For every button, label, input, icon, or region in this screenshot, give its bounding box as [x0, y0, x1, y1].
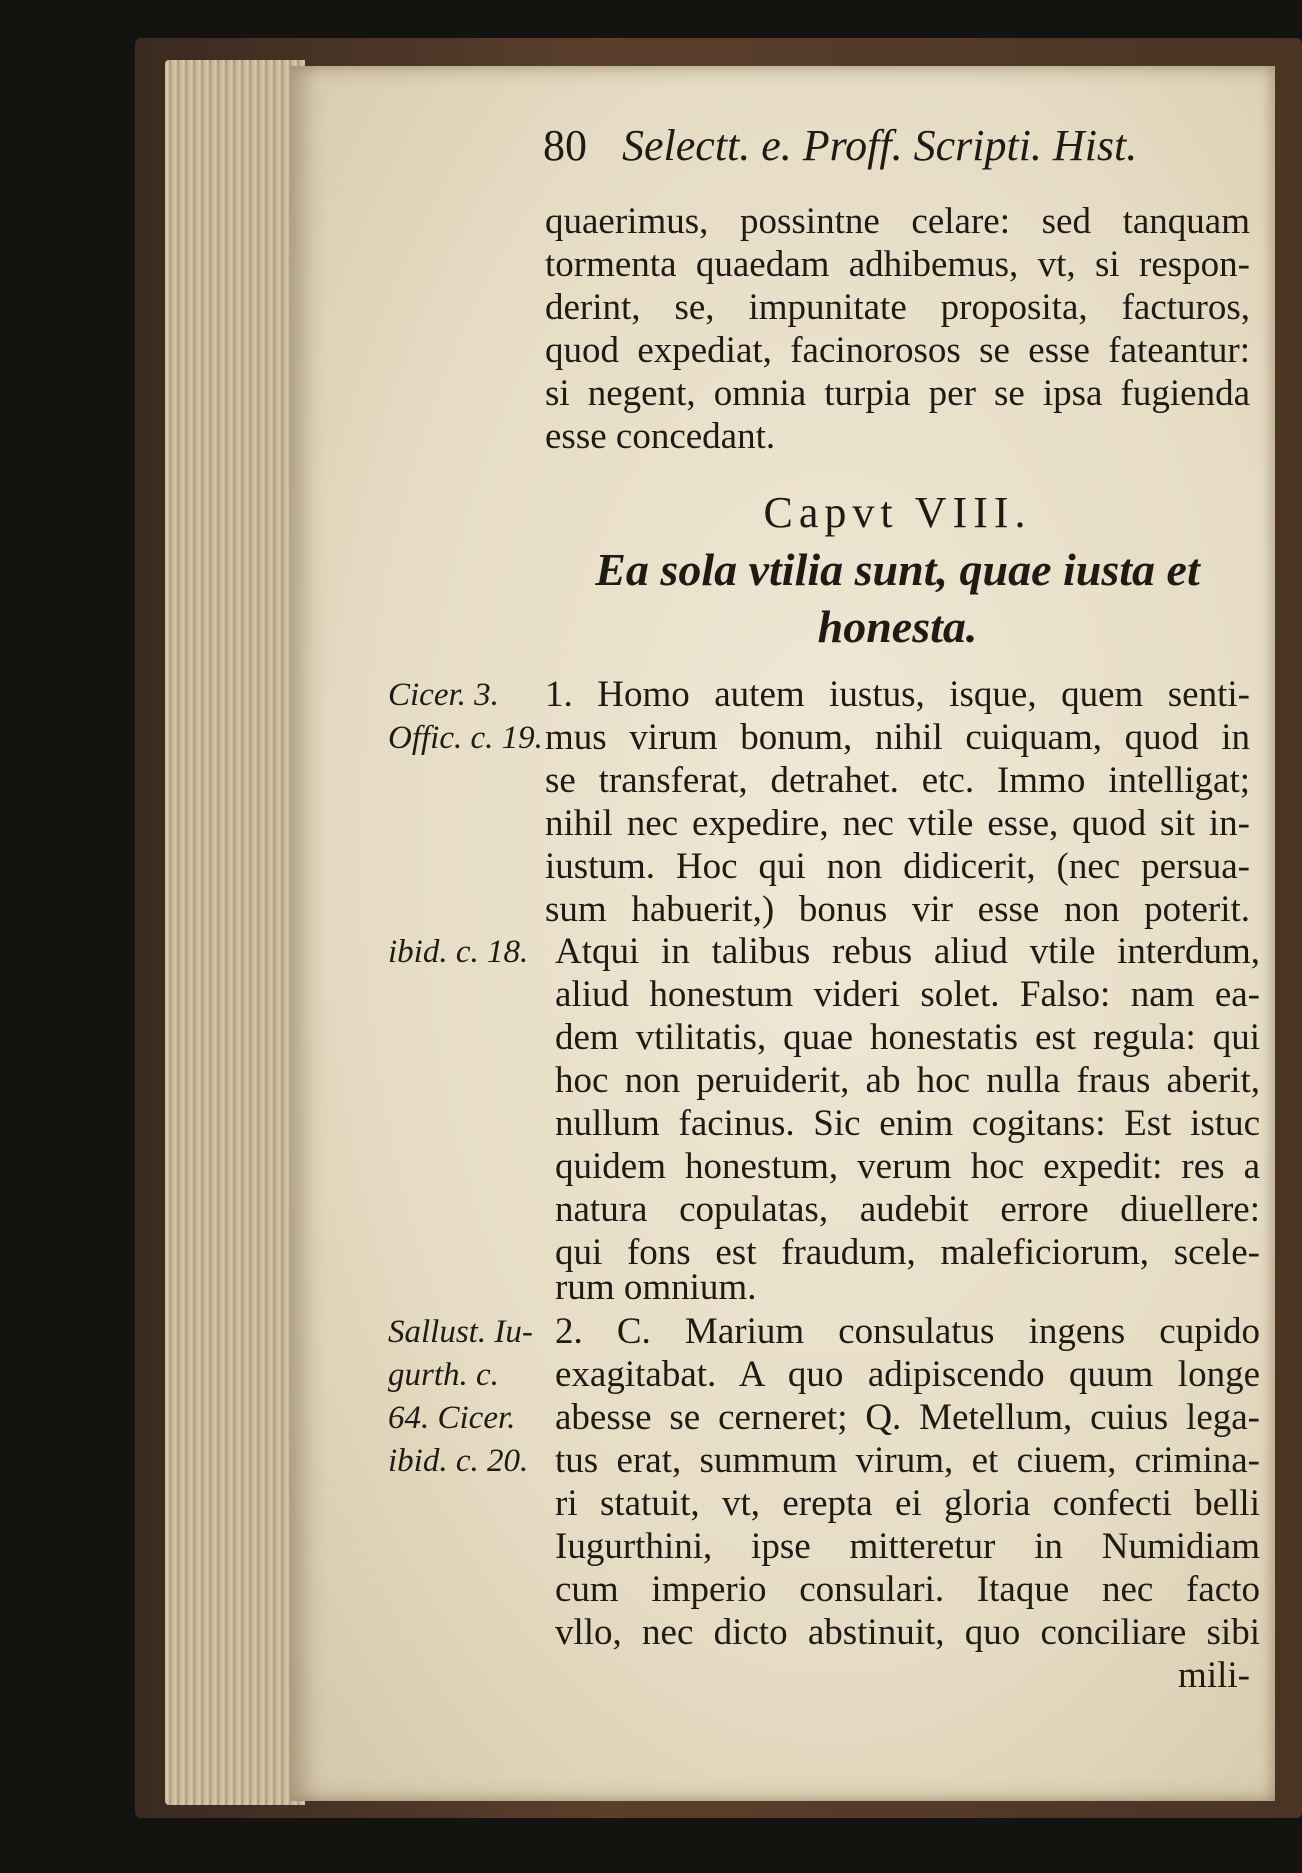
text-line: sum habuerit,) bonus vir esse non poterit.: [545, 889, 1250, 930]
text-line: abesse se cerneret; Q. Metellum, cuius lega-: [555, 1397, 1260, 1438]
text-line: nihil nec expedire, nec vtile esse, quod sit in-: [545, 803, 1250, 844]
margin-note: 64. Cicer.: [388, 1400, 516, 1436]
text-line: ri statuit, vt, erepta ei gloria confecti belli: [555, 1483, 1260, 1524]
text-line: aliud honestum videri solet. Falso: nam ea-: [555, 974, 1260, 1015]
text-line: dem vtilitatis, quae honestatis est regula: qui: [555, 1017, 1260, 1058]
running-title: Selectt. e. Proff. Scripti. Hist.: [622, 121, 1138, 170]
text-line: qui fons est fraudum, maleficiorum, scele-: [555, 1232, 1260, 1273]
text-line: exagitabat. A quo adipiscendo quum longe: [555, 1354, 1260, 1395]
text-line: Iugurthini, ipse mitteretur in Numidiam: [555, 1526, 1260, 1567]
text-line: iustum. Hoc qui non didicerit, (nec persua-: [545, 846, 1250, 887]
text-line: vllo, nec dicto abstinuit, quo conciliare sibi: [555, 1612, 1260, 1653]
page-edges: [165, 60, 305, 1805]
text-line: tus erat, summum virum, et ciuem, crimina-: [555, 1440, 1260, 1481]
text-line: hoc non peruiderit, ab hoc nulla fraus aberit,: [555, 1060, 1260, 1101]
margin-note: ibid. c. 20.: [388, 1443, 529, 1479]
text-line: 2. C. Marium consulatus ingens cupido: [555, 1311, 1260, 1352]
text-line: Atqui in talibus rebus aliud vtile interdum,: [555, 931, 1260, 972]
chapter-title-line-1: Ea sola vtilia sunt, quae iusta et: [595, 544, 1200, 595]
margin-note: ibid. c. 18.: [388, 934, 529, 970]
margin-note: gurth. c.: [388, 1357, 499, 1393]
running-header: [543, 120, 1203, 180]
margin-note: Cicer. 3.: [388, 677, 499, 713]
text-line: natura copulatas, audebit errore diuellere:: [555, 1189, 1260, 1230]
text-line: quaerimus, possintne celare: sed tanquam: [545, 201, 1250, 242]
text-line: cum imperio consulari. Itaque nec facto: [555, 1569, 1260, 1610]
chapter-title-line-2: honesta.: [817, 601, 978, 652]
text-line: nullum facinus. Sic enim cogitans: Est istuc: [555, 1103, 1260, 1144]
text-line: esse concedant.: [545, 416, 776, 457]
page-number: 80: [543, 121, 587, 170]
text-line: rum omnium.: [555, 1267, 757, 1308]
margin-note: Sallust. Iu-: [388, 1314, 533, 1350]
catchword: mili-: [1178, 1655, 1250, 1696]
text-line: se transferat, detrahet. etc. Immo intelligat;: [545, 760, 1250, 801]
text-line: mus virum bonum, nihil cuiquam, quod in: [545, 717, 1250, 758]
text-line: tormenta quaedam adhibemus, vt, si respon-: [545, 244, 1250, 285]
text-line: si negent, omnia turpia per se ipsa fugienda: [545, 373, 1250, 414]
text-line: 1. Homo autem iustus, isque, quem senti-: [545, 674, 1250, 715]
margin-note: Offic. c. 19.: [388, 720, 543, 756]
text-line: derint, se, impunitate proposita, facturos,: [545, 287, 1250, 328]
text-line: quod expediat, facinorosos se esse fateantur:: [545, 330, 1250, 371]
chapter-heading: Capvt VIII.: [763, 488, 1032, 537]
text-line: quidem honestum, verum hoc expedit: res a: [555, 1146, 1260, 1187]
